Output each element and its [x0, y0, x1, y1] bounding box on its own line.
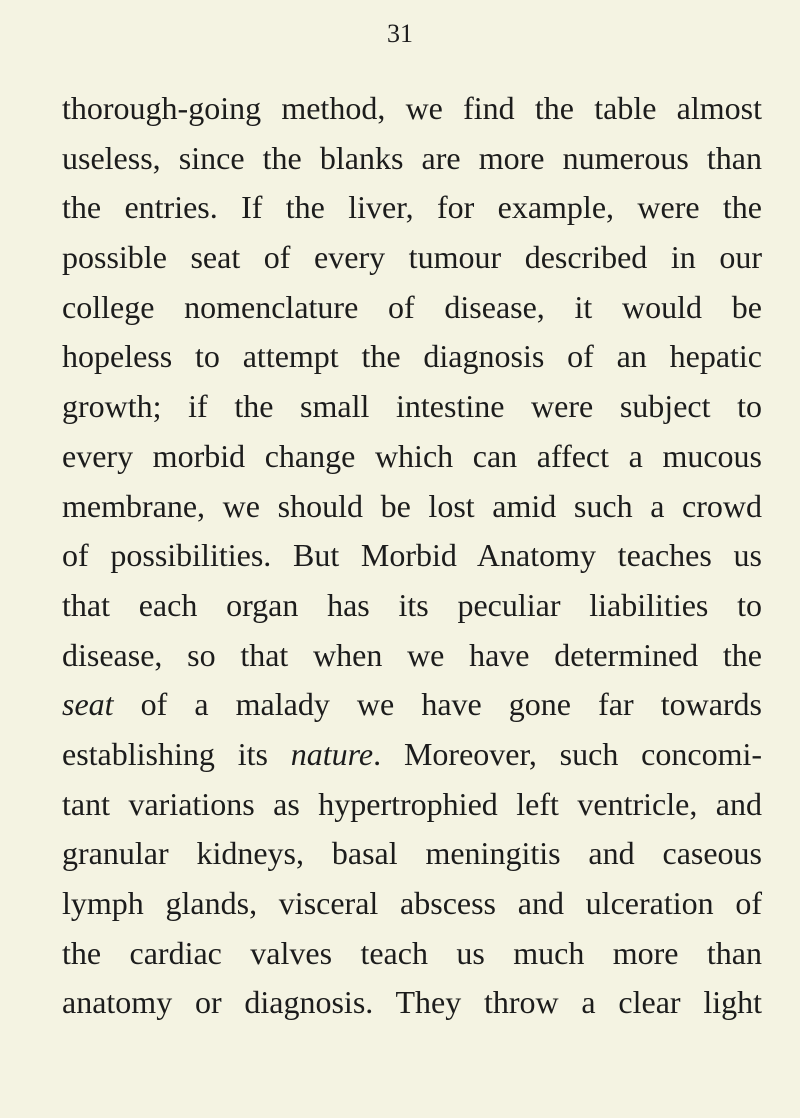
text-line: college nomenclature of disease, it would be [62, 288, 762, 325]
text-line: every morbid change which can affect a mucous [62, 437, 762, 474]
text-line: membrane, we should be lost amid such a crowd [62, 487, 762, 524]
text-line: growth; if the small intestine were subject to [62, 388, 762, 425]
text-line: thorough-going method, we find the table almost [62, 90, 762, 126]
text-line: possible seat of every tumour described in our [62, 239, 762, 276]
text-line: the entries. If the liver, for example, were the [62, 189, 762, 226]
text-line: disease, so that when we have determined the [62, 636, 762, 673]
text-line: seat of a malady we have gone far towards [62, 686, 762, 723]
text-line: useless, since the blanks are more numerous than [62, 139, 762, 176]
text-line: of possibilities. But Morbid Anatomy teaches us [62, 537, 762, 574]
italic-word: seat [62, 686, 114, 723]
text-line: the cardiac valves teach us much more than [62, 934, 762, 971]
body-text [62, 84, 762, 1028]
text-line: hopeless to attempt the diagnosis of an hepatic [62, 338, 762, 375]
text-line: that each organ has its peculiar liabilities to [62, 586, 762, 623]
text-line: lymph glands, visceral abscess and ulceration of [62, 885, 762, 921]
text-line: anatomy or diagnosis. They throw a clear light [62, 984, 762, 1021]
page-number: 31 [387, 19, 413, 48]
text-line: establishing its nature. Moreover, such concomi- [62, 735, 762, 772]
text-line: granular kidneys, basal meningitis and caseous [62, 835, 762, 872]
italic-word: nature [290, 735, 374, 772]
text-line: tant variations as hypertrophied left ventricle, and [62, 785, 762, 822]
